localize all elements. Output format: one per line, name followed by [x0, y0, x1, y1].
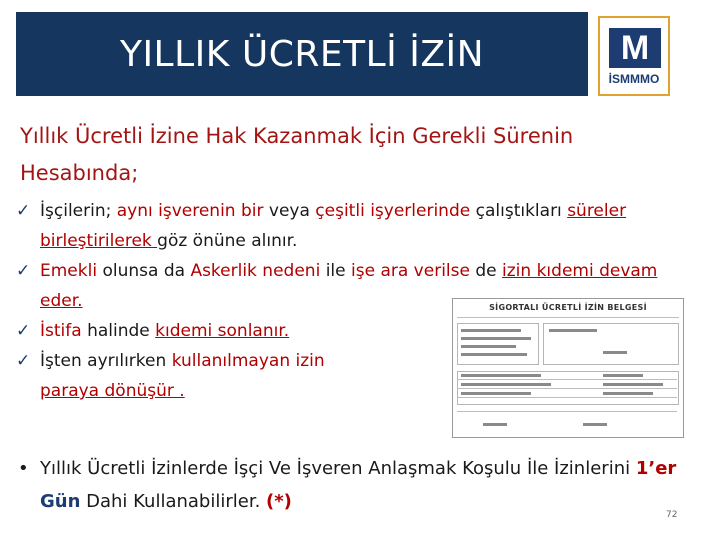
text: çalıştıkları [470, 201, 568, 221]
emphasis-blue: Gün [40, 491, 81, 512]
emphasis: Emekli [40, 261, 98, 281]
text: halinde [81, 321, 156, 341]
bullet-item-4 [16, 346, 380, 406]
emphasis-underlined: süreler birleştirilerek [40, 201, 627, 251]
logo-superscript: m [647, 29, 658, 43]
logo-word: İSMMMO [608, 72, 660, 86]
text: veya [263, 201, 316, 221]
bullet-dot: • [18, 458, 29, 479]
emphasis-underlined: kıdemi sonlanır. [155, 321, 290, 341]
emphasis: aynı işverenin bir [116, 201, 264, 221]
text: olunsa da [97, 261, 191, 281]
slide-title: YILLIK ÜCRETLİ İZİN [119, 33, 485, 75]
text: de [469, 261, 503, 281]
text: İşçilerin; [40, 201, 117, 221]
title-bar [16, 12, 588, 96]
page-number: 72 [666, 510, 678, 520]
emphasis: Askerlik nedeni [190, 261, 321, 281]
section-heading: Yıllık Ücretli İzine Hak Kazanmak İçin Gerekli Sürenin Hesabında; [20, 124, 574, 185]
ismmmo-logo [598, 16, 670, 96]
leave-certificate-image [452, 298, 684, 438]
text: ile [320, 261, 352, 281]
emphasis: 1’er [635, 458, 677, 479]
emphasis: kullanılmayan izin [171, 351, 325, 371]
emphasis: işe ara verilse [351, 261, 470, 281]
text: Yıllık Ücretli İzinlerde İşçi Ve İşveren Anlaşmak Koşulu İle İzinlerini [40, 458, 636, 479]
bullet-item-1 [16, 196, 690, 256]
secondary-bullet [18, 452, 698, 518]
text: Dahi Kullanabilirler. [80, 491, 267, 512]
check-icon: ✓ [16, 261, 31, 281]
emphasis: çeşitli işyerlerinde [315, 201, 471, 221]
emphasis-underlined: paraya dönüşür . [40, 381, 185, 401]
secondary-text [18, 452, 698, 518]
bullet-item-3 [16, 316, 440, 346]
logo-letter: M [620, 29, 650, 67]
form-title: SİGORTALI ÜCRETLİ İZİN BELGESİ [489, 303, 647, 312]
check-icon: ✓ [16, 321, 31, 341]
emphasis-underlined: izin kıdemi devam eder. [40, 261, 658, 311]
check-icon: ✓ [16, 201, 31, 221]
footnote-mark: (*) [266, 491, 292, 512]
text: göz önüne alınır. [157, 231, 298, 251]
emphasis: İstifa [40, 321, 82, 341]
check-icon: ✓ [16, 351, 31, 371]
logo-mark [609, 28, 661, 68]
text: İşten ayrılırken [40, 351, 172, 371]
